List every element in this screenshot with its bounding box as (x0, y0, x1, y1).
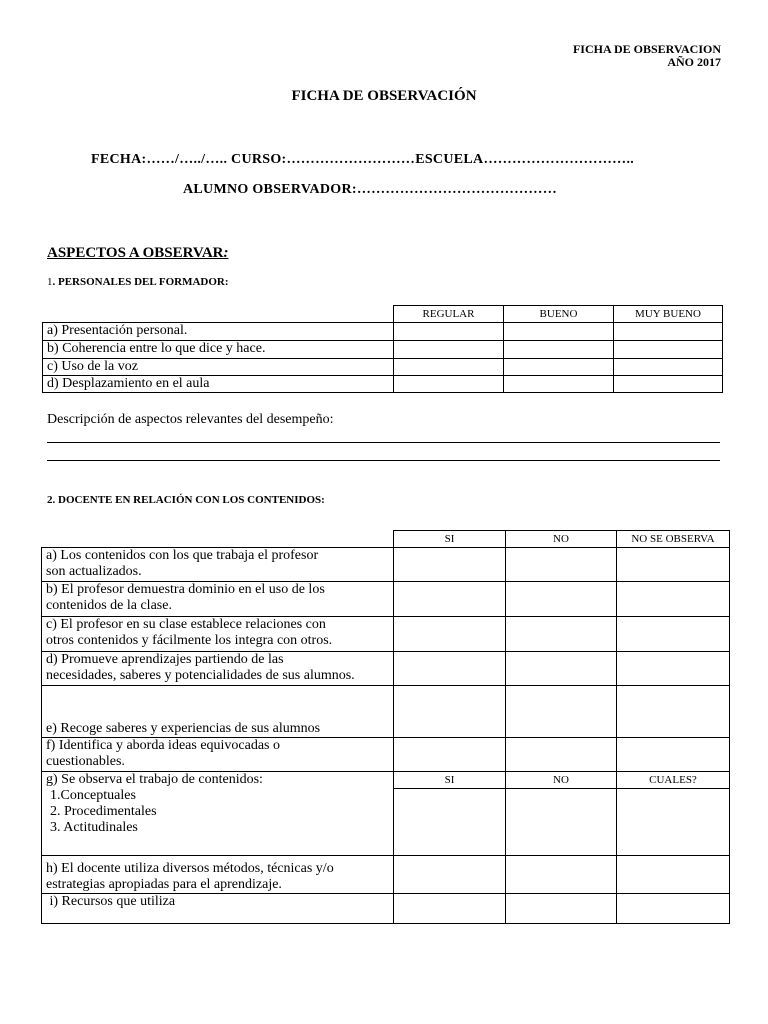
cell-muy-bueno[interactable] (614, 359, 723, 376)
cell-si[interactable] (394, 652, 506, 686)
col-g-no: NO (506, 772, 617, 789)
fields-line-date-course-school: FECHA:……/…../….. CURSO:………………………ESCUELA………………………….. (91, 152, 635, 167)
table-row (43, 376, 723, 393)
cell-g-no[interactable] (506, 789, 617, 856)
cell-no[interactable] (506, 894, 617, 924)
cell-muy-bueno[interactable] (614, 323, 723, 341)
cell-bueno[interactable] (504, 359, 614, 376)
row-label: a) Presentación personal. (43, 323, 394, 341)
section2-header-empty (42, 531, 394, 548)
row-label: f) Identifica y aborda ideas equivocadas o cuestionables. (42, 738, 394, 772)
section2-table (41, 530, 730, 924)
section1-heading (47, 276, 229, 288)
cell-muy-bueno[interactable] (614, 376, 723, 393)
col-no-se-observa: NO SE OBSERVA (617, 531, 730, 548)
col-muy-bueno: MUY BUENO (614, 306, 723, 323)
description-line-2[interactable] (47, 460, 720, 461)
col-no: NO (506, 531, 617, 548)
section1-heading-text: . PERSONALES DEL FORMADOR: (52, 276, 229, 288)
cell-si[interactable] (394, 686, 506, 738)
cell-no[interactable] (506, 617, 617, 652)
table-row-g-header (42, 772, 730, 789)
cell-no-se-observa[interactable] (617, 738, 730, 772)
cell-no-se-observa[interactable] (617, 652, 730, 686)
cell-no[interactable] (506, 652, 617, 686)
section2-header-row (42, 531, 730, 548)
cell-regular[interactable] (394, 376, 504, 393)
table-row (42, 686, 730, 738)
header-doc-title: FICHA DE OBSERVACION (572, 42, 721, 56)
row-label: c) El profesor en su clase establece relaciones con otros contenidos y fácilmente los integra con otros. (42, 617, 394, 652)
header-year: AÑO 2017 (667, 55, 721, 69)
cell-no-se-observa[interactable] (617, 548, 730, 582)
row-label: c) Uso de la voz (43, 359, 394, 376)
col-bueno: BUENO (504, 306, 614, 323)
row-g-label (42, 772, 394, 856)
description-label: Descripción de aspectos relevantes del desempeño: (47, 412, 334, 427)
col-regular: REGULAR (394, 306, 504, 323)
cell-regular[interactable] (394, 359, 504, 376)
section2-heading: 2. DOCENTE EN RELACIÓN CON LOS CONTENIDOS: (47, 494, 325, 506)
cell-regular[interactable] (394, 323, 504, 341)
cell-no-se-observa[interactable] (617, 617, 730, 652)
table-row (43, 341, 723, 359)
row-g-title: g) Se observa el trabajo de contenidos: (46, 772, 263, 787)
section1-number: 1 (47, 276, 53, 288)
table-row (43, 359, 723, 376)
cell-no-se-observa[interactable] (617, 582, 730, 617)
cell-no[interactable] (506, 548, 617, 582)
cell-si[interactable] (394, 582, 506, 617)
section1-header-row (43, 306, 723, 323)
table-row (42, 856, 730, 894)
cell-no[interactable] (506, 856, 617, 894)
cell-muy-bueno[interactable] (614, 341, 723, 359)
table-row (42, 582, 730, 617)
col-si: SI (394, 531, 506, 548)
cell-no[interactable] (506, 686, 617, 738)
cell-no[interactable] (506, 582, 617, 617)
cell-bueno[interactable] (504, 376, 614, 393)
cell-g-si[interactable] (394, 789, 506, 856)
row-label: b) El profesor demuestra dominio en el uso de los contenidos de la clase. (42, 582, 394, 617)
cell-si[interactable] (394, 738, 506, 772)
cell-si[interactable] (394, 548, 506, 582)
page-title: FICHA DE OBSERVACIÓN (291, 88, 477, 104)
aspects-heading-colon: : (223, 245, 229, 261)
fields-line-observer: ALUMNO OBSERVADOR:…………………………………… (183, 182, 558, 197)
table-row (42, 617, 730, 652)
col-g-cuales: CUALES? (617, 772, 730, 789)
row-label: e) Recoge saberes y experiencias de sus alumnos (42, 686, 394, 738)
cell-si[interactable] (394, 894, 506, 924)
row-label: d) Desplazamiento en el aula (43, 376, 394, 393)
table-row (42, 652, 730, 686)
row-label: d) Promueve aprendizajes partiendo de las necesidades, saberes y potencialidades de sus alumnos. (42, 652, 394, 686)
table-row (42, 548, 730, 582)
cell-regular[interactable] (394, 341, 504, 359)
col-g-si: SI (394, 772, 506, 789)
row-label: a) Los contenidos con los que trabaja el profesor son actualizados. (42, 548, 394, 582)
cell-si[interactable] (394, 856, 506, 894)
row-label: b) Coherencia entre lo que dice y hace. (43, 341, 394, 359)
row-label: h) El docente utiliza diversos métodos, técnicas y/o estrategias apropiadas para el aprendizaje. (42, 856, 394, 894)
cell-bueno[interactable] (504, 341, 614, 359)
table-row (42, 738, 730, 772)
section1-header-empty (43, 306, 394, 323)
cell-si[interactable] (394, 617, 506, 652)
document-header (573, 43, 721, 69)
table-row (42, 894, 730, 924)
row-label: i) Recursos que utiliza (42, 894, 394, 924)
cell-no-se-observa[interactable] (617, 686, 730, 738)
section1-table (42, 305, 723, 393)
cell-no-se-observa[interactable] (617, 856, 730, 894)
cell-no-se-observa[interactable] (617, 894, 730, 924)
row-g-items: 1.Conceptuales 2. Procedimentales 3. Actitudinales (50, 788, 157, 835)
cell-bueno[interactable] (504, 323, 614, 341)
aspects-heading (47, 245, 228, 262)
aspects-heading-text: ASPECTOS A OBSERVAR (47, 245, 224, 261)
description-line-1[interactable] (47, 442, 720, 443)
cell-no[interactable] (506, 738, 617, 772)
cell-g-cuales[interactable] (617, 789, 730, 856)
table-row (43, 323, 723, 341)
